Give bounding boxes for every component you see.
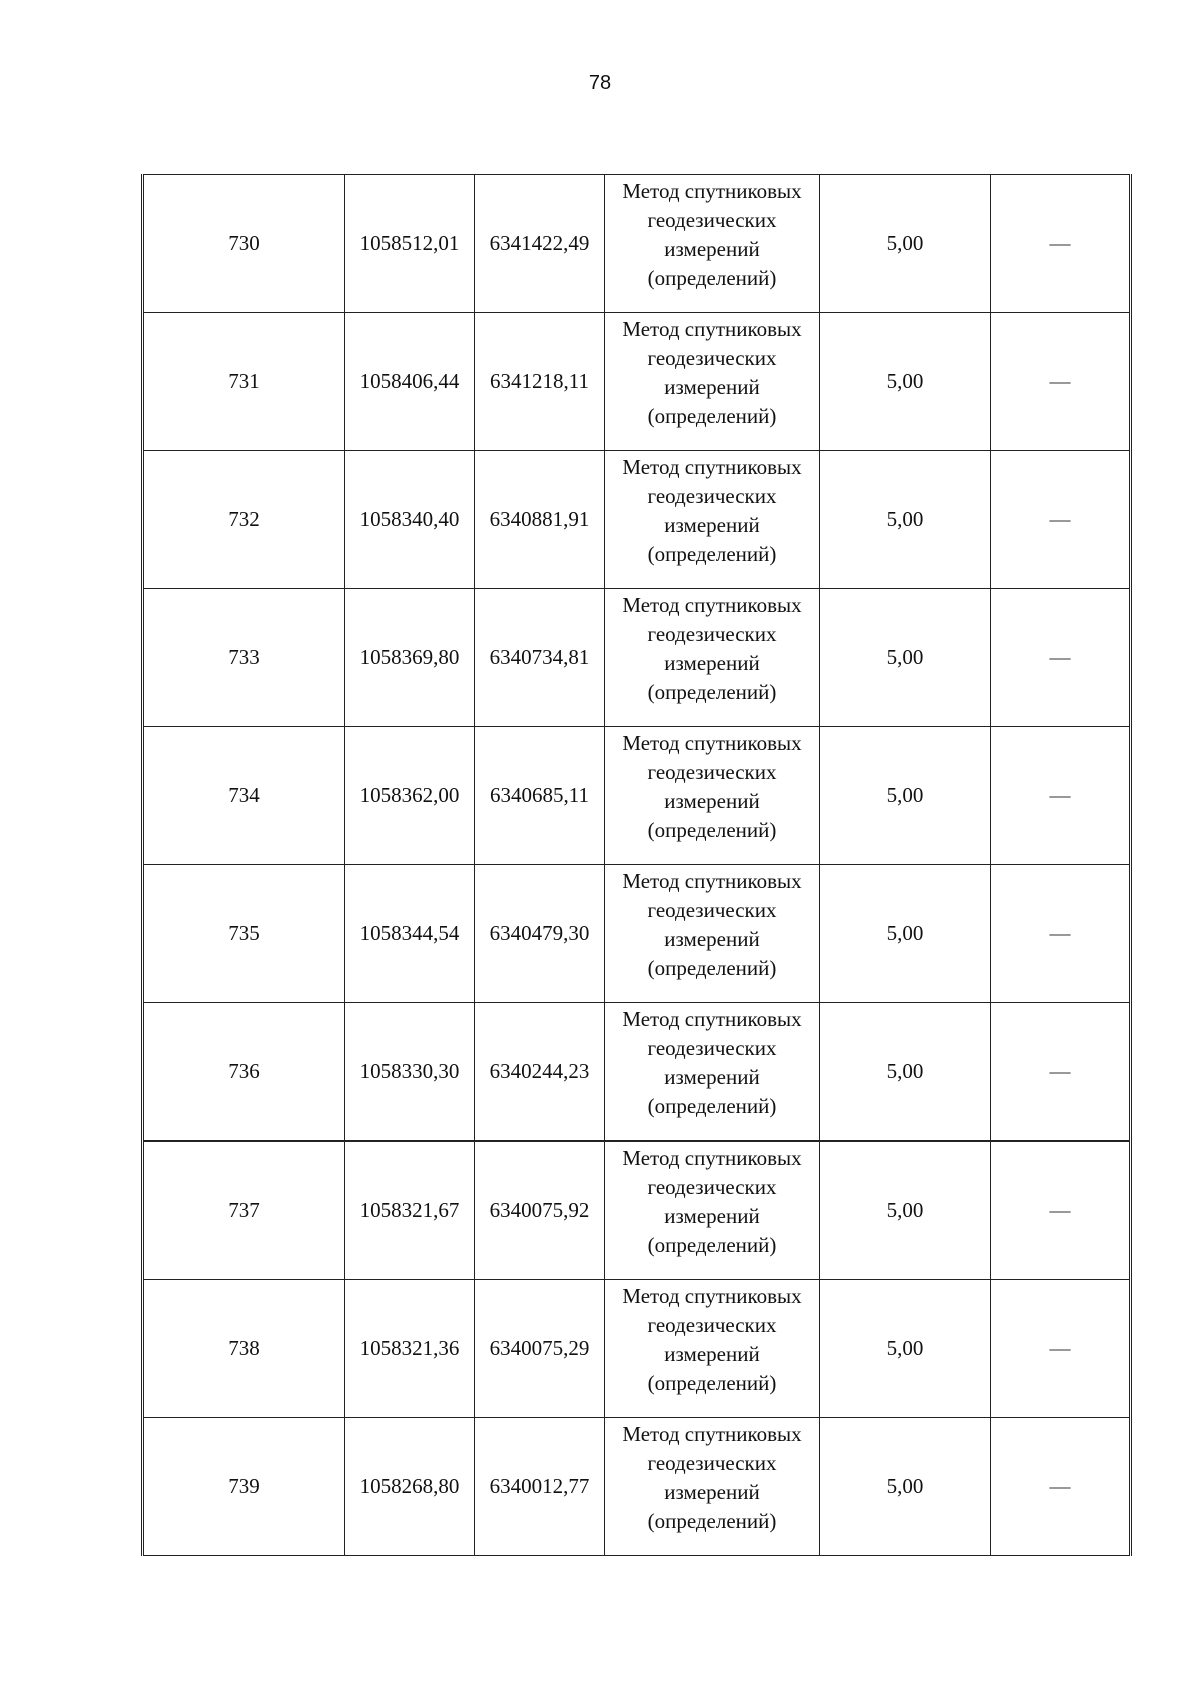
method-cell [605, 865, 820, 1003]
method-text: Метод спутниковых геодезических измерений (определений) [622, 731, 802, 842]
x-coordinate-cell: 1058369,80 [345, 589, 475, 727]
x-coordinate-cell: 1058330,30 [345, 1003, 475, 1142]
note-cell: — [991, 1418, 1131, 1556]
point-number-cell: 738 [143, 1280, 345, 1418]
method-cell [605, 313, 820, 451]
x-coordinate-cell: 1058512,01 [345, 175, 475, 313]
point-number-cell: 730 [143, 175, 345, 313]
accuracy-cell: 5,00 [820, 1418, 991, 1556]
method-text: Метод спутниковых геодезических измерений (определений) [622, 1146, 802, 1257]
method-text: Метод спутниковых геодезических измерений (определений) [622, 1422, 802, 1533]
point-number-cell: 733 [143, 589, 345, 727]
method-cell [605, 451, 820, 589]
x-coordinate-cell: 1058268,80 [345, 1418, 475, 1556]
table-row [143, 865, 1131, 1003]
method-cell [605, 1003, 820, 1142]
point-number-cell: 734 [143, 727, 345, 865]
method-text: Метод спутниковых геодезических измерений (определений) [622, 869, 802, 980]
method-text: Метод спутниковых геодезических измерений (определений) [622, 455, 802, 566]
page-number: 78 [588, 72, 612, 94]
table-row [143, 1141, 1131, 1280]
coordinates-table-container [141, 174, 1129, 1556]
table-row [143, 313, 1131, 451]
method-cell [605, 175, 820, 313]
y-coordinate-cell: 6340881,91 [475, 451, 605, 589]
method-cell [605, 1141, 820, 1280]
note-cell: — [991, 589, 1131, 727]
note-cell: — [991, 1003, 1131, 1142]
x-coordinate-cell: 1058362,00 [345, 727, 475, 865]
accuracy-cell: 5,00 [820, 589, 991, 727]
x-coordinate-cell: 1058340,40 [345, 451, 475, 589]
table-row [143, 727, 1131, 865]
method-text: Метод спутниковых геодезических измерений (определений) [622, 1284, 802, 1395]
coordinates-table-body [143, 175, 1131, 1556]
accuracy-cell: 5,00 [820, 313, 991, 451]
x-coordinate-cell: 1058344,54 [345, 865, 475, 1003]
accuracy-cell: 5,00 [820, 175, 991, 313]
method-cell [605, 589, 820, 727]
accuracy-cell: 5,00 [820, 727, 991, 865]
point-number-cell: 732 [143, 451, 345, 589]
y-coordinate-cell: 6340075,92 [475, 1141, 605, 1280]
note-cell: — [991, 865, 1131, 1003]
y-coordinate-cell: 6340244,23 [475, 1003, 605, 1142]
y-coordinate-cell: 6340479,30 [475, 865, 605, 1003]
table-row [143, 1003, 1131, 1142]
note-cell: — [991, 1141, 1131, 1280]
accuracy-cell: 5,00 [820, 1003, 991, 1142]
note-cell: — [991, 313, 1131, 451]
x-coordinate-cell: 1058406,44 [345, 313, 475, 451]
point-number-cell: 735 [143, 865, 345, 1003]
point-number-cell: 739 [143, 1418, 345, 1556]
note-cell: — [991, 175, 1131, 313]
coordinates-table [141, 174, 1132, 1556]
table-row [143, 589, 1131, 727]
y-coordinate-cell: 6341422,49 [475, 175, 605, 313]
method-cell [605, 1280, 820, 1418]
y-coordinate-cell: 6340685,11 [475, 727, 605, 865]
method-text: Метод спутниковых геодезических измерений (определений) [622, 1007, 802, 1118]
point-number-cell: 736 [143, 1003, 345, 1142]
method-cell [605, 1418, 820, 1556]
y-coordinate-cell: 6340012,77 [475, 1418, 605, 1556]
table-row [143, 1280, 1131, 1418]
accuracy-cell: 5,00 [820, 1141, 991, 1280]
accuracy-cell: 5,00 [820, 451, 991, 589]
y-coordinate-cell: 6340734,81 [475, 589, 605, 727]
method-text: Метод спутниковых геодезических измерений (определений) [622, 317, 802, 428]
accuracy-cell: 5,00 [820, 865, 991, 1003]
table-row [143, 451, 1131, 589]
y-coordinate-cell: 6340075,29 [475, 1280, 605, 1418]
method-cell [605, 727, 820, 865]
point-number-cell: 737 [143, 1141, 345, 1280]
accuracy-cell: 5,00 [820, 1280, 991, 1418]
method-text: Метод спутниковых геодезических измерений (определений) [622, 593, 802, 704]
note-cell: — [991, 1280, 1131, 1418]
table-row [143, 1418, 1131, 1556]
note-cell: — [991, 451, 1131, 589]
method-text: Метод спутниковых геодезических измерений (определений) [622, 179, 802, 290]
x-coordinate-cell: 1058321,36 [345, 1280, 475, 1418]
y-coordinate-cell: 6341218,11 [475, 313, 605, 451]
x-coordinate-cell: 1058321,67 [345, 1141, 475, 1280]
point-number-cell: 731 [143, 313, 345, 451]
table-row [143, 175, 1131, 313]
note-cell: — [991, 727, 1131, 865]
